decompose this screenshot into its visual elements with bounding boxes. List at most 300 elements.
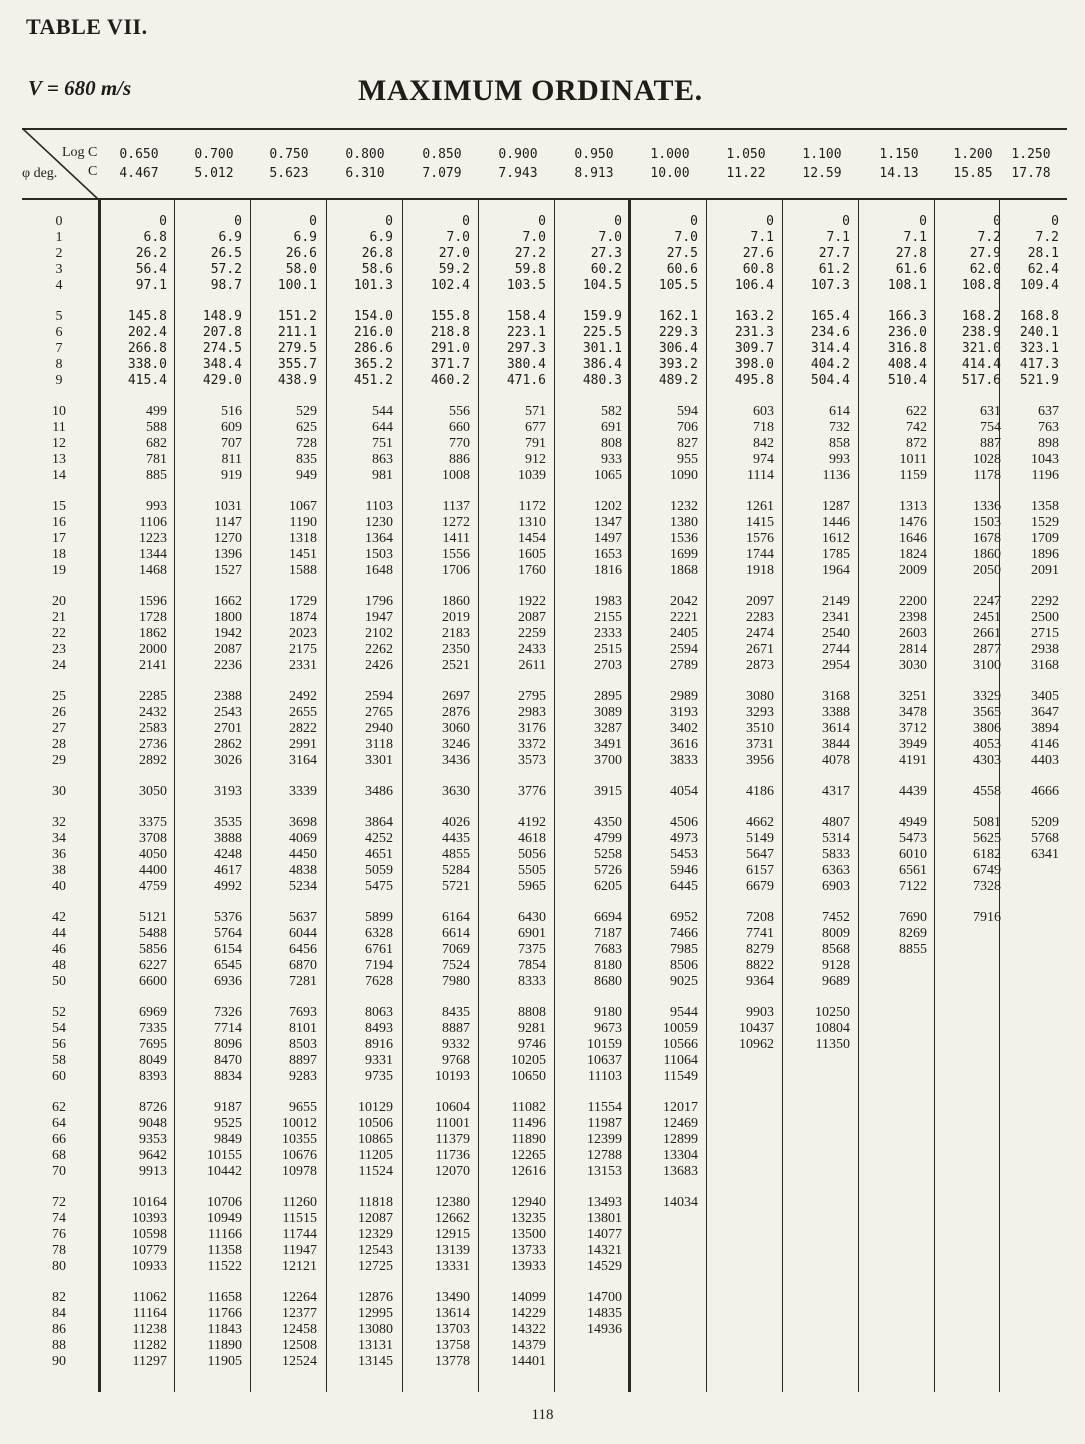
table-cell: 0 — [159, 214, 167, 229]
table-cell: 371.7 — [430, 357, 470, 372]
table-cell: 886 — [449, 452, 470, 467]
table-cell: 3060 — [442, 721, 470, 736]
table-cell: 5856 — [139, 942, 167, 957]
table-cell: 7194 — [365, 958, 393, 973]
table-cell: 6205 — [594, 879, 622, 894]
table-cell: 8834 — [214, 1069, 242, 1084]
table-cell: 7.1 — [903, 230, 927, 245]
table-cell: 4317 — [822, 784, 850, 799]
table-cell: 3864 — [365, 815, 393, 830]
table-cell: 3731 — [746, 737, 774, 752]
table-cell: 3164 — [289, 753, 317, 768]
table-cell: 5764 — [214, 926, 242, 941]
table-cell: 9768 — [442, 1053, 470, 1068]
phi-value: 48 — [52, 958, 66, 973]
table-cell: 9746 — [518, 1037, 546, 1052]
table-cell: 14077 — [587, 1227, 622, 1242]
header-c-value: 15.85 — [953, 166, 993, 181]
table-cell: 1596 — [139, 594, 167, 609]
table-cell: 1396 — [214, 547, 242, 562]
table-cell: 556 — [449, 404, 470, 419]
table-cell: 12380 — [435, 1195, 470, 1210]
table-cell: 2789 — [670, 658, 698, 673]
table-cell: 56.4 — [135, 262, 167, 277]
table-cell: 7452 — [822, 910, 850, 925]
table-cell: 11166 — [208, 1227, 242, 1242]
table-cell: 1261 — [746, 499, 774, 514]
table-cell: 11744 — [282, 1227, 317, 1242]
table-cell: 5726 — [594, 863, 622, 878]
table-cell: 13145 — [358, 1354, 393, 1369]
table-cell: 14700 — [587, 1290, 622, 1305]
table-cell: 499 — [146, 404, 167, 419]
table-cell: 297.3 — [506, 341, 546, 356]
table-cell: 2940 — [365, 721, 393, 736]
table-cell: 3089 — [594, 705, 622, 720]
table-cell: 3375 — [139, 815, 167, 830]
table-cell: 26.6 — [285, 246, 317, 261]
table-cell: 625 — [296, 420, 317, 435]
table-cell: 12662 — [435, 1211, 470, 1226]
table-cell: 404.2 — [810, 357, 850, 372]
table-cell: 145.8 — [127, 309, 167, 324]
table-cell: 3614 — [822, 721, 850, 736]
table-cell: 644 — [372, 420, 393, 435]
table-cell: 8269 — [899, 926, 927, 941]
phi-value: 46 — [52, 942, 66, 957]
table-cell: 1364 — [365, 531, 393, 546]
table-cell: 13778 — [435, 1354, 470, 1369]
table-cell: 2603 — [899, 626, 927, 641]
table-cell: 166.3 — [887, 309, 927, 324]
table-cell: 11890 — [511, 1132, 546, 1147]
table-cell: 6545 — [214, 958, 242, 973]
table-cell: 6044 — [289, 926, 317, 941]
table-cell: 60.6 — [666, 262, 698, 277]
table-cell: 5149 — [746, 831, 774, 846]
table-cell: 754 — [980, 420, 1001, 435]
table-cell: 872 — [906, 436, 927, 451]
table-cell: 912 — [525, 452, 546, 467]
table-cell: 3776 — [518, 784, 546, 799]
table-cell: 7.0 — [446, 230, 470, 245]
table-cell: 3712 — [899, 721, 927, 736]
table-cell: 3491 — [594, 737, 622, 752]
phi-value: 78 — [52, 1243, 66, 1258]
phi-value: 50 — [52, 974, 66, 989]
table-cell: 225.5 — [582, 325, 622, 340]
table-cell: 489.2 — [658, 373, 698, 388]
table-cell: 10442 — [207, 1164, 242, 1179]
phi-value: 6 — [55, 325, 63, 340]
table-cell: 1067 — [289, 499, 317, 514]
table-cell: 1699 — [670, 547, 698, 562]
table-cell: 229.3 — [658, 325, 698, 340]
table-cell: 516 — [221, 404, 242, 419]
table-cell: 12508 — [282, 1338, 317, 1353]
phi-value: 80 — [52, 1259, 66, 1274]
phi-value: 70 — [52, 1164, 66, 1179]
table-cell: 1310 — [518, 515, 546, 530]
table-cell: 1011 — [899, 452, 927, 467]
column-rule — [554, 200, 555, 1392]
table-cell: 1785 — [822, 547, 850, 562]
table-cell: 631 — [980, 404, 1001, 419]
column-rule — [478, 200, 479, 1392]
table-cell: 7985 — [670, 942, 698, 957]
table-cell: 718 — [753, 420, 774, 435]
phi-value: 14 — [52, 468, 66, 483]
header-c-value: 8.913 — [574, 166, 614, 181]
table-cell: 60.8 — [742, 262, 774, 277]
table-cell: 2236 — [214, 658, 242, 673]
phi-value: 10 — [52, 404, 66, 419]
table-cell: 4403 — [1031, 753, 1059, 768]
table-cell: 1816 — [594, 563, 622, 578]
table-cell: 2736 — [139, 737, 167, 752]
table-cell: 10604 — [435, 1100, 470, 1115]
phi-value: 68 — [52, 1148, 66, 1163]
table-cell: 1922 — [518, 594, 546, 609]
table-cell: 27.8 — [895, 246, 927, 261]
table-cell: 9689 — [822, 974, 850, 989]
corner-phi-label: φ deg. — [22, 166, 58, 181]
table-cell: 10598 — [132, 1227, 167, 1242]
table-cell: 1468 — [139, 563, 167, 578]
table-cell: 2102 — [365, 626, 393, 641]
table-cell: 7122 — [899, 879, 927, 894]
table-cell: 3329 — [973, 689, 1001, 704]
table-cell: 7.0 — [674, 230, 698, 245]
table-cell: 1918 — [746, 563, 774, 578]
table-cell: 3956 — [746, 753, 774, 768]
table-cell: 162.1 — [658, 309, 698, 324]
table-cell: 9903 — [746, 1005, 774, 1020]
table-cell: 2042 — [670, 594, 698, 609]
table-cell: 3949 — [899, 737, 927, 752]
table-cell: 159.9 — [582, 309, 622, 324]
phi-value: 9 — [55, 373, 63, 388]
table-cell: 1159 — [899, 468, 927, 483]
table-top-rule — [22, 128, 1067, 130]
table-cell: 3372 — [518, 737, 546, 752]
table-cell: 5505 — [518, 863, 546, 878]
table-cell: 14229 — [511, 1306, 546, 1321]
table-cell: 6749 — [973, 863, 1001, 878]
table-cell: 57.2 — [210, 262, 242, 277]
table-cell: 417.3 — [1019, 357, 1059, 372]
table-cell: 301.1 — [582, 341, 622, 356]
table-cell: 0 — [766, 214, 774, 229]
table-cell: 885 — [146, 468, 167, 483]
table-cell: 660 — [449, 420, 470, 435]
table-cell: 5258 — [594, 847, 622, 862]
table-cell: 13801 — [587, 1211, 622, 1226]
table-cell: 732 — [829, 420, 850, 435]
table-cell: 510.4 — [887, 373, 927, 388]
table-cell: 614 — [829, 404, 850, 419]
table-cell: 2991 — [289, 737, 317, 752]
table-cell: 0 — [842, 214, 850, 229]
table-cell: 858 — [829, 436, 850, 451]
table-cell: 279.5 — [277, 341, 317, 356]
table-cell: 2583 — [139, 721, 167, 736]
table-cell: 2141 — [139, 658, 167, 673]
table-cell: 1729 — [289, 594, 317, 609]
table-cell: 0 — [462, 214, 470, 229]
table-cell: 8063 — [365, 1005, 393, 1020]
table-cell: 974 — [753, 452, 774, 467]
column-rule — [402, 200, 403, 1392]
table-cell: 11890 — [207, 1338, 242, 1353]
table-cell: 6901 — [518, 926, 546, 941]
column-rule — [326, 200, 327, 1392]
table-cell: 9025 — [670, 974, 698, 989]
phi-value: 62 — [52, 1100, 66, 1115]
table-cell: 3193 — [670, 705, 698, 720]
table-cell: 109.4 — [1019, 278, 1059, 293]
table-cell: 429.0 — [202, 373, 242, 388]
table-cell: 1043 — [1031, 452, 1059, 467]
table-cell: 9544 — [670, 1005, 698, 1020]
table-cell: 835 — [296, 452, 317, 467]
table-cell: 6679 — [746, 879, 774, 894]
table-cell: 2877 — [973, 642, 1001, 657]
phi-value: 82 — [52, 1290, 66, 1305]
phi-value: 76 — [52, 1227, 66, 1242]
table-cell: 148.9 — [202, 309, 242, 324]
header-logc-value: 0.900 — [498, 147, 538, 162]
phi-value: 74 — [52, 1211, 66, 1226]
table-cell: 1964 — [822, 563, 850, 578]
table-cell: 2285 — [139, 689, 167, 704]
table-cell: 1411 — [442, 531, 470, 546]
table-cell: 100.1 — [277, 278, 317, 293]
table-cell: 1313 — [899, 499, 927, 514]
table-cell: 3251 — [899, 689, 927, 704]
table-cell: 27.9 — [969, 246, 1001, 261]
table-cell: 594 — [677, 404, 698, 419]
table-cell: 7.1 — [750, 230, 774, 245]
table-number: TABLE VII. — [26, 14, 148, 39]
table-cell: 12265 — [511, 1148, 546, 1163]
table-cell: 8393 — [139, 1069, 167, 1084]
phi-value: 12 — [52, 436, 66, 451]
table-cell: 12121 — [282, 1259, 317, 1274]
table-cell: 5899 — [365, 910, 393, 925]
table-cell: 1223 — [139, 531, 167, 546]
table-cell: 460.2 — [430, 373, 470, 388]
table-cell: 3388 — [822, 705, 850, 720]
table-cell: 1347 — [594, 515, 622, 530]
table-cell: 414.4 — [961, 357, 1001, 372]
table-cell: 2594 — [365, 689, 393, 704]
table-cell: 2822 — [289, 721, 317, 736]
table-cell: 1232 — [670, 499, 698, 514]
corner-logc-label: Log C — [62, 145, 98, 160]
table-cell: 4146 — [1031, 737, 1059, 752]
table-cell: 58.0 — [285, 262, 317, 277]
table-cell: 1706 — [442, 563, 470, 578]
table-cell: 11549 — [663, 1069, 698, 1084]
table-cell: 2938 — [1031, 642, 1059, 657]
table-cell: 11818 — [358, 1195, 393, 1210]
table-cell: 6157 — [746, 863, 774, 878]
table-cell: 742 — [906, 420, 927, 435]
table-cell: 6154 — [214, 942, 242, 957]
table-cell: 4303 — [973, 753, 1001, 768]
table-cell: 11843 — [207, 1322, 242, 1337]
table-cell: 2492 — [289, 689, 317, 704]
table-cell: 5473 — [899, 831, 927, 846]
table-cell: 2388 — [214, 689, 242, 704]
table-cell: 7069 — [442, 942, 470, 957]
table-cell: 8009 — [822, 926, 850, 941]
phi-value: 20 — [52, 594, 66, 609]
table-cell: 2433 — [518, 642, 546, 657]
header-c-value: 17.78 — [1011, 166, 1051, 181]
table-cell: 8435 — [442, 1005, 470, 1020]
table-cell: 2474 — [746, 626, 774, 641]
phi-value: 5 — [55, 309, 63, 324]
table-cell: 108.8 — [961, 278, 1001, 293]
phi-value: 66 — [52, 1132, 66, 1147]
table-cell: 1653 — [594, 547, 622, 562]
phi-value: 25 — [52, 689, 66, 704]
table-cell: 4807 — [822, 815, 850, 830]
table-cell: 1536 — [670, 531, 698, 546]
phi-value: 58 — [52, 1053, 66, 1068]
header-c-value: 14.13 — [879, 166, 919, 181]
table-cell: 5209 — [1031, 815, 1059, 830]
table-cell: 11658 — [207, 1290, 242, 1305]
table-cell: 10865 — [358, 1132, 393, 1147]
table-cell: 2671 — [746, 642, 774, 657]
table-cell: 6561 — [899, 863, 927, 878]
table-cell: 13500 — [511, 1227, 546, 1242]
velocity-label: V = 680 m/s — [28, 76, 132, 100]
table-cell: 309.7 — [734, 341, 774, 356]
table-cell: 3616 — [670, 737, 698, 752]
table-cell: 107.3 — [810, 278, 850, 293]
table-cell: 12915 — [435, 1227, 470, 1242]
table-cell: 27.5 — [666, 246, 698, 261]
table-cell: 544 — [372, 404, 393, 419]
table-cell: 1824 — [899, 547, 927, 562]
table-cell: 1942 — [214, 626, 242, 641]
table-cell: 5059 — [365, 863, 393, 878]
table-cell: 2333 — [594, 626, 622, 641]
table-cell: 2715 — [1031, 626, 1059, 641]
table-cell: 3176 — [518, 721, 546, 736]
table-cell: 12377 — [282, 1306, 317, 1321]
table-cell: 8279 — [746, 942, 774, 957]
table-cell: 14936 — [587, 1322, 622, 1337]
table-cell: 11554 — [587, 1100, 622, 1115]
table-cell: 1451 — [289, 547, 317, 562]
table-cell: 14835 — [587, 1306, 622, 1321]
table-cell: 211.1 — [277, 325, 317, 340]
table-cell: 4191 — [899, 753, 927, 768]
table-cell: 12616 — [511, 1164, 546, 1179]
table-cell: 11496 — [511, 1116, 546, 1131]
table-cell: 207.8 — [202, 325, 242, 340]
table-cell: 108.1 — [887, 278, 927, 293]
table-cell: 13933 — [511, 1259, 546, 1274]
table-cell: 27.3 — [590, 246, 622, 261]
table-cell: 12458 — [282, 1322, 317, 1337]
table-cell: 240.1 — [1019, 325, 1059, 340]
table-cell: 9353 — [139, 1132, 167, 1147]
table-cell: 2655 — [289, 705, 317, 720]
table-cell: 2000 — [139, 642, 167, 657]
table-cell: 10205 — [511, 1053, 546, 1068]
table-cell: 1983 — [594, 594, 622, 609]
table-cell: 2954 — [822, 658, 850, 673]
phi-value: 1 — [55, 230, 63, 245]
table-cell: 3293 — [746, 705, 774, 720]
table-cell: 1446 — [822, 515, 850, 530]
header-c-value: 10.00 — [650, 166, 690, 181]
table-cell: 4838 — [289, 863, 317, 878]
table-cell: 842 — [753, 436, 774, 451]
table-cell: 10933 — [132, 1259, 167, 1274]
table-cell: 12899 — [663, 1132, 698, 1147]
phi-value: 64 — [52, 1116, 66, 1131]
table-cell: 691 — [601, 420, 622, 435]
table-cell: 7683 — [594, 942, 622, 957]
header-logc-value: 1.250 — [1011, 147, 1051, 162]
corner-c-label: C — [88, 164, 98, 179]
table-cell: 1172 — [518, 499, 546, 514]
table-cell: 4618 — [518, 831, 546, 846]
table-cell: 1090 — [670, 468, 698, 483]
table-cell: 14322 — [511, 1322, 546, 1337]
table-cell: 9525 — [214, 1116, 242, 1131]
header-c-value: 12.59 — [802, 166, 842, 181]
table-cell: 2350 — [442, 642, 470, 657]
table-cell: 10164 — [132, 1195, 167, 1210]
table-cell: 504.4 — [810, 373, 850, 388]
table-cell: 7.2 — [977, 230, 1001, 245]
table-cell: 11524 — [358, 1164, 393, 1179]
table-cell: 1605 — [518, 547, 546, 562]
table-cell: 3510 — [746, 721, 774, 736]
table-cell: 231.3 — [734, 325, 774, 340]
table-cell: 11082 — [511, 1100, 546, 1115]
phi-value: 38 — [52, 863, 66, 878]
table-cell: 9655 — [289, 1100, 317, 1115]
table-cell: 11103 — [588, 1069, 622, 1084]
table-cell: 3708 — [139, 831, 167, 846]
phi-value: 24 — [52, 658, 66, 673]
table-cell: 11205 — [358, 1148, 393, 1163]
table-cell: 61.2 — [818, 262, 850, 277]
table-cell: 1106 — [139, 515, 167, 530]
table-cell: 11062 — [132, 1290, 167, 1305]
table-cell: 12070 — [435, 1164, 470, 1179]
table-cell: 9332 — [442, 1037, 470, 1052]
table-cell: 11297 — [132, 1354, 167, 1369]
table-cell: 1503 — [365, 547, 393, 562]
header-logc-value: 1.050 — [726, 147, 766, 162]
header-logc-value: 0.700 — [194, 147, 234, 162]
table-cell: 3287 — [594, 721, 622, 736]
table-cell: 9180 — [594, 1005, 622, 1020]
table-cell: 348.4 — [202, 357, 242, 372]
table-cell: 6870 — [289, 958, 317, 973]
table-cell: 0 — [234, 214, 242, 229]
